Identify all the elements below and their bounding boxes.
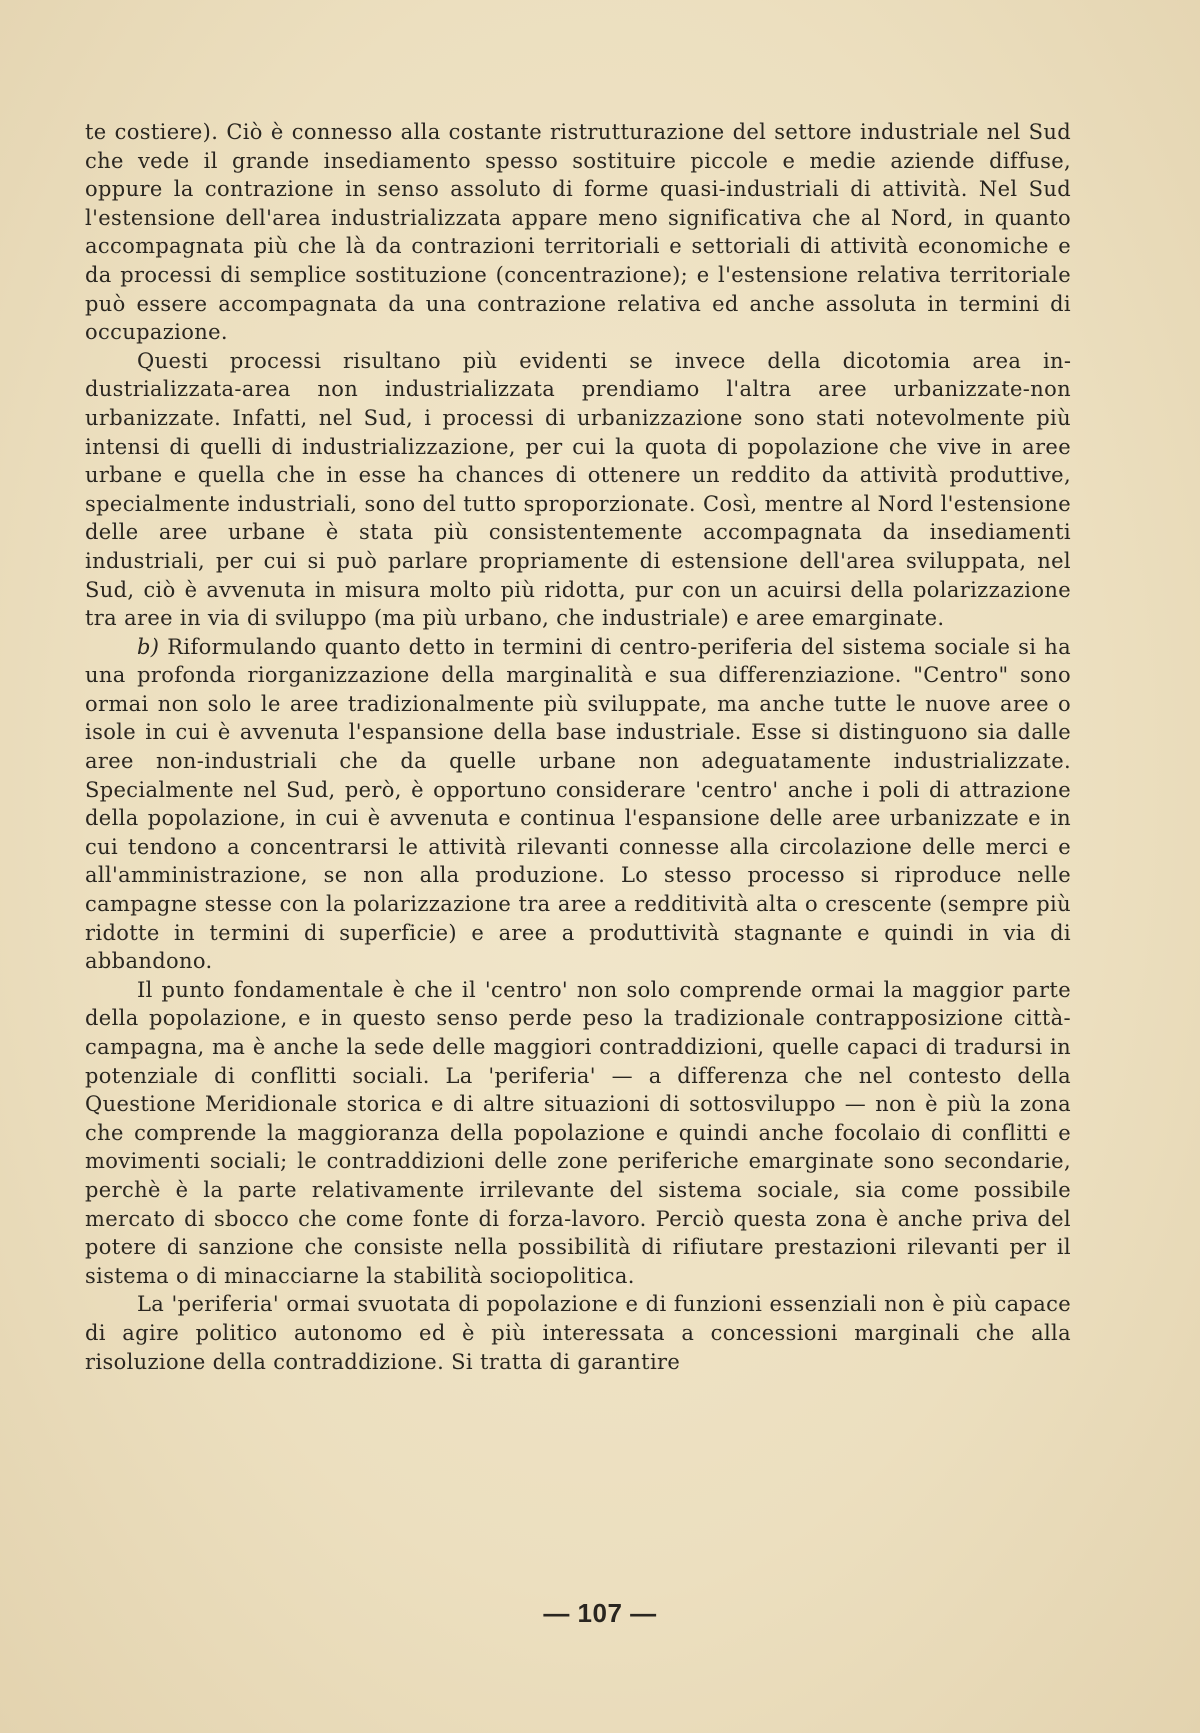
paragraph-5: La 'periferia' ormai svuotata di popolazione e di funzioni essenziali non è più capace di agire politico autonomo ed è più interessata a concessioni marginali che alla risoluzione della contraddizione. Si tratta di garantire — [85, 1292, 1071, 1374]
list-marker: b) — [137, 634, 160, 659]
paragraph-3 — [85, 633, 1071, 976]
paragraph-4: Il punto fondamentale è che il 'centro' non solo comprende ormai la maggior parte della popolazione, e in questo senso perde peso la tradizionale contrapposizione città-campagna, ma è anche la sede delle maggiori contraddizioni, quelle capaci di tradursi in potenziale di conflitti sociali. La 'periferia' — a differenza che nel contesto della Questione Meridionale storica e di altre situazioni di sottosviluppo — non è più la zona che comprende la maggioranza della popolazione e quindi anche focolaio di conflitti e movimenti sociali; le contraddizioni delle zone periferiche emarginate sono secondarie, perchè è la parte relativamente irrilevante del sistema sociale, sia come possibile mercato di sbocco che come fonte di forza-lavoro. Perciò questa zona è anche priva del potere di sanzione che consiste nella possibilità di rifiutare prestazioni rilevanti per il sistema o di minacciarne la stabilità sociopolitica. — [85, 977, 1071, 1288]
body-text — [85, 118, 1071, 1376]
paragraph-2: Questi processi risultano più evidenti se invece della dicotomia area industrializzata-area non industrializzata prendiamo l'altra aree urbanizzate-non urbanizzate. Infatti, nel Sud, i processi di urbanizzazione sono stati notevolmente più intensi di quelli di industrializzazione, per cui la quota di popolazione che vive in aree urbane e quella che in esse ha chances di ottenere un reddito da attività produttive, specialmente industriali, sono del tutto sproporzionate. Così, mentre al Nord l'estensione delle aree urbane è stata più consistentemente accompagnata da insediamenti industriali, per cui si può parlare propriamente di estensione dell'area sviluppata, nel Sud, ciò è avvenuta in misura molto più ridotta, pur con un acuirsi della polarizzazione tra aree in via di sviluppo (ma più urbano, che industriale) e aree emarginate. — [85, 348, 1071, 631]
page-number: — 107 — — [543, 1598, 657, 1628]
paragraph-1: te costiere). Ciò è connesso alla costante ristrutturazione del settore industriale nel Sud che vede il grande insediamento spesso sostituire piccole e medie aziende diffuse, oppure la contrazione in senso assoluto di forme quasi-industriali di attività. Nel Sud l'estensione dell'area industrializzata appare meno significativa che al Nord, in quanto accompagnata più che là da contrazioni territoriali e settoriali di attività economiche e da processi di semplice sostituzione (concentrazione); e l'estensione relativa territoriale può essere accompagnata da una contrazione relativa ed anche assoluta in termini di occupazione. — [85, 120, 1071, 345]
paragraph-3-text: Riformulando quanto detto in termini di centro-periferia del sistema sociale si ha una profonda riorganizzazione della marginalità e sua differenziazione. "Centro" sono ormai non solo le aree tradizionalmente più sviluppate, ma anche tutte le nuove aree o isole in cui è avvenuta l'espansione della base industriale. Esse si distinguono sia dalle aree non-industriali che da quelle urbane non adeguatamente industrializzate. Specialmente nel Sud, però, è opportuno considerare 'centro' anche i poli di attrazione della popolazione, in cui è avvenuta e continua l'espansione delle aree urbanizzate e in cui tendono a concentrarsi le attività rilevanti connesse alla circolazione delle merci e all'amministrazione, se non alla produzione. Lo stesso processo si riproduce nelle campagne stesse con la polarizzazione tra aree a redditività alta o crescente (sempre più ridotte in termini di superficie) e aree a produttività stagnante e quindi in via di abbandono. — [85, 634, 1071, 974]
